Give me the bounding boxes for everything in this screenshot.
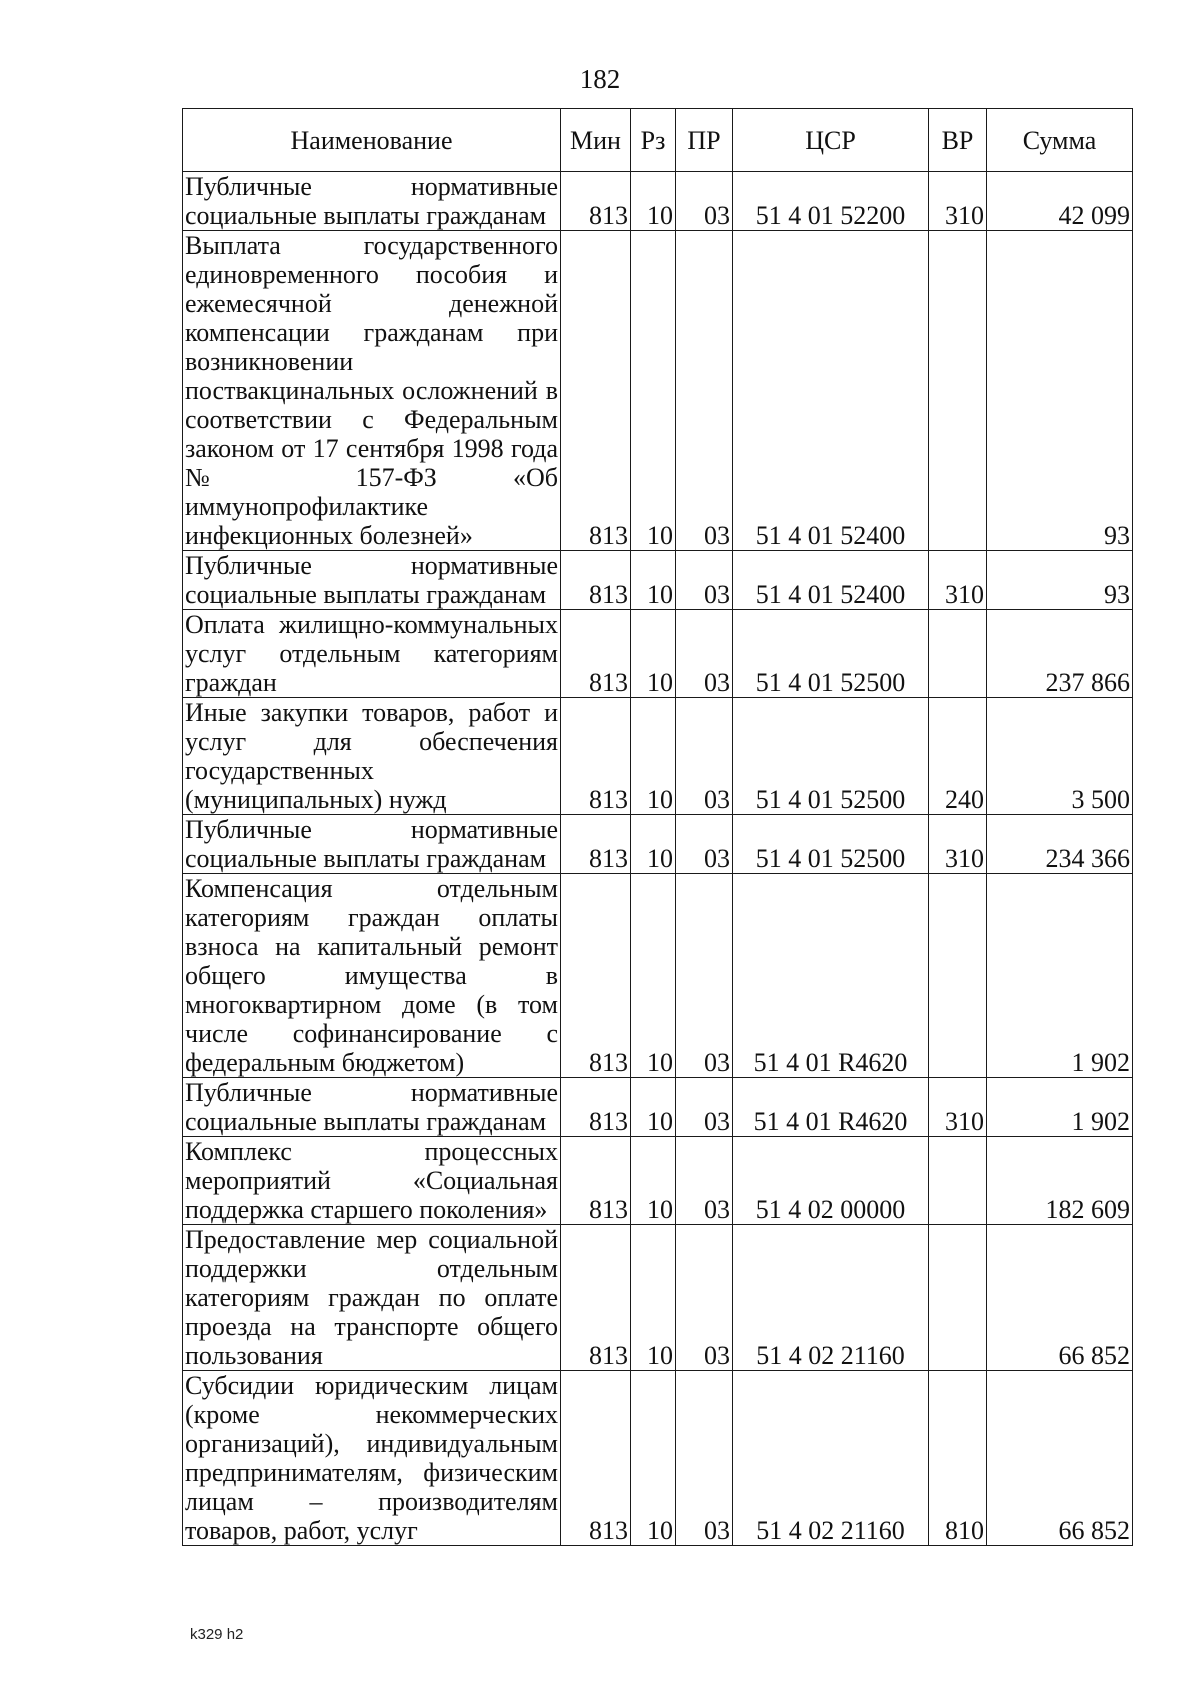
table-row bbox=[183, 231, 1133, 551]
row-vr bbox=[929, 1225, 987, 1371]
row-vr bbox=[929, 1137, 987, 1225]
header-sum: Сумма bbox=[987, 109, 1133, 172]
page-number: 182 bbox=[579, 64, 621, 94]
row-sum: 66 852 bbox=[987, 1225, 1133, 1371]
row-pr: 03 bbox=[676, 1078, 733, 1137]
table-row bbox=[183, 1078, 1133, 1137]
row-min: 813 bbox=[561, 1137, 631, 1225]
table-row bbox=[183, 874, 1133, 1078]
row-sum: 42 099 bbox=[987, 172, 1133, 231]
row-pr: 03 bbox=[676, 172, 733, 231]
row-name: Оплата жилищно-коммунальных услуг отдельным категориям граждан bbox=[183, 610, 561, 698]
row-name: Иные закупки товаров, работ и услуг для обеспечения государственных (муниципальных) нужд bbox=[183, 698, 561, 815]
row-min: 813 bbox=[561, 1371, 631, 1546]
row-csr: 51 4 01 52200 bbox=[733, 172, 929, 231]
row-rz: 10 bbox=[631, 1137, 676, 1225]
row-rz: 10 bbox=[631, 874, 676, 1078]
row-rz: 10 bbox=[631, 172, 676, 231]
row-vr bbox=[929, 231, 987, 551]
row-sum: 1 902 bbox=[987, 874, 1133, 1078]
row-min: 813 bbox=[561, 610, 631, 698]
row-rz: 10 bbox=[631, 1078, 676, 1137]
row-name: Комплекс процессных мероприятий «Социальная поддержка старшего поколения» bbox=[183, 1137, 561, 1225]
row-sum: 93 bbox=[987, 231, 1133, 551]
row-csr: 51 4 01 52500 bbox=[733, 610, 929, 698]
row-sum: 182 609 bbox=[987, 1137, 1133, 1225]
row-vr: 240 bbox=[929, 698, 987, 815]
row-pr: 03 bbox=[676, 1137, 733, 1225]
row-vr: 310 bbox=[929, 1078, 987, 1137]
row-pr: 03 bbox=[676, 874, 733, 1078]
row-min: 813 bbox=[561, 698, 631, 815]
row-name: Публичные нормативные социальные выплаты гражданам bbox=[183, 172, 561, 231]
row-rz: 10 bbox=[631, 698, 676, 815]
row-vr bbox=[929, 874, 987, 1078]
header-vr: ВР bbox=[929, 109, 987, 172]
row-name: Публичные нормативные социальные выплаты гражданам bbox=[183, 815, 561, 874]
table-row bbox=[183, 1371, 1133, 1546]
row-pr: 03 bbox=[676, 551, 733, 610]
row-min: 813 bbox=[561, 1078, 631, 1137]
header-pr: ПР bbox=[676, 109, 733, 172]
row-csr: 51 4 02 21160 bbox=[733, 1371, 929, 1546]
table-row bbox=[183, 551, 1133, 610]
row-rz: 10 bbox=[631, 815, 676, 874]
header-name: Наименование bbox=[183, 109, 561, 172]
row-vr: 810 bbox=[929, 1371, 987, 1546]
row-rz: 10 bbox=[631, 1225, 676, 1371]
table-row bbox=[183, 815, 1133, 874]
row-min: 813 bbox=[561, 231, 631, 551]
row-pr: 03 bbox=[676, 610, 733, 698]
header-min: Мин bbox=[561, 109, 631, 172]
table-row bbox=[183, 172, 1133, 231]
header-rz: Рз bbox=[631, 109, 676, 172]
row-min: 813 bbox=[561, 874, 631, 1078]
header-csr: ЦСР bbox=[733, 109, 929, 172]
row-csr: 51 4 01 52500 bbox=[733, 815, 929, 874]
document-code: k329 h2 bbox=[190, 1626, 244, 1643]
row-pr: 03 bbox=[676, 1225, 733, 1371]
row-vr: 310 bbox=[929, 815, 987, 874]
row-name: Предоставление мер социальной поддержки отдельным категориям граждан по оплате проезда на транспорте общего пользования bbox=[183, 1225, 561, 1371]
row-csr: 51 4 02 21160 bbox=[733, 1225, 929, 1371]
row-min: 813 bbox=[561, 551, 631, 610]
row-rz: 10 bbox=[631, 1371, 676, 1546]
row-name: Субсидии юридическим лицам (кроме некоммерческих организаций), индивидуальным предпринимателям, физическим лицам – производителям товаров, работ, услуг bbox=[183, 1371, 561, 1546]
row-name: Публичные нормативные социальные выплаты гражданам bbox=[183, 551, 561, 610]
row-min: 813 bbox=[561, 172, 631, 231]
row-sum: 237 866 bbox=[987, 610, 1133, 698]
budget-table bbox=[182, 108, 1133, 1546]
row-name: Выплата государственного единовременного пособия и ежемесячной денежной компенсации гражданам при возникновении поствакцинальных осложнений в соответствии с Федеральным законом от 17 сентября 1998 года № 157-ФЗ «Об иммунопрофилактике инфекционных болезней» bbox=[183, 231, 561, 551]
table-row bbox=[183, 1137, 1133, 1225]
row-csr: 51 4 02 00000 bbox=[733, 1137, 929, 1225]
row-sum: 1 902 bbox=[987, 1078, 1133, 1137]
row-csr: 51 4 01 52400 bbox=[733, 551, 929, 610]
table-row bbox=[183, 1225, 1133, 1371]
row-rz: 10 bbox=[631, 231, 676, 551]
row-csr: 51 4 01 R4620 bbox=[733, 874, 929, 1078]
row-min: 813 bbox=[561, 815, 631, 874]
row-sum: 93 bbox=[987, 551, 1133, 610]
row-csr: 51 4 01 52400 bbox=[733, 231, 929, 551]
row-vr bbox=[929, 610, 987, 698]
row-name: Публичные нормативные социальные выплаты гражданам bbox=[183, 1078, 561, 1137]
table-header-row bbox=[183, 109, 1133, 172]
row-pr: 03 bbox=[676, 231, 733, 551]
row-name: Компенсация отдельным категориям граждан оплаты взноса на капитальный ремонт общего имущества в многоквартирном доме (в том числе софинансирование с федеральным бюджетом) bbox=[183, 874, 561, 1078]
row-min: 813 bbox=[561, 1225, 631, 1371]
table-row bbox=[183, 610, 1133, 698]
row-pr: 03 bbox=[676, 698, 733, 815]
row-csr: 51 4 01 52500 bbox=[733, 698, 929, 815]
row-vr: 310 bbox=[929, 551, 987, 610]
row-pr: 03 bbox=[676, 815, 733, 874]
row-csr: 51 4 01 R4620 bbox=[733, 1078, 929, 1137]
row-vr: 310 bbox=[929, 172, 987, 231]
row-pr: 03 bbox=[676, 1371, 733, 1546]
table-row bbox=[183, 698, 1133, 815]
row-rz: 10 bbox=[631, 551, 676, 610]
row-sum: 3 500 bbox=[987, 698, 1133, 815]
row-sum: 234 366 bbox=[987, 815, 1133, 874]
row-sum: 66 852 bbox=[987, 1371, 1133, 1546]
row-rz: 10 bbox=[631, 610, 676, 698]
